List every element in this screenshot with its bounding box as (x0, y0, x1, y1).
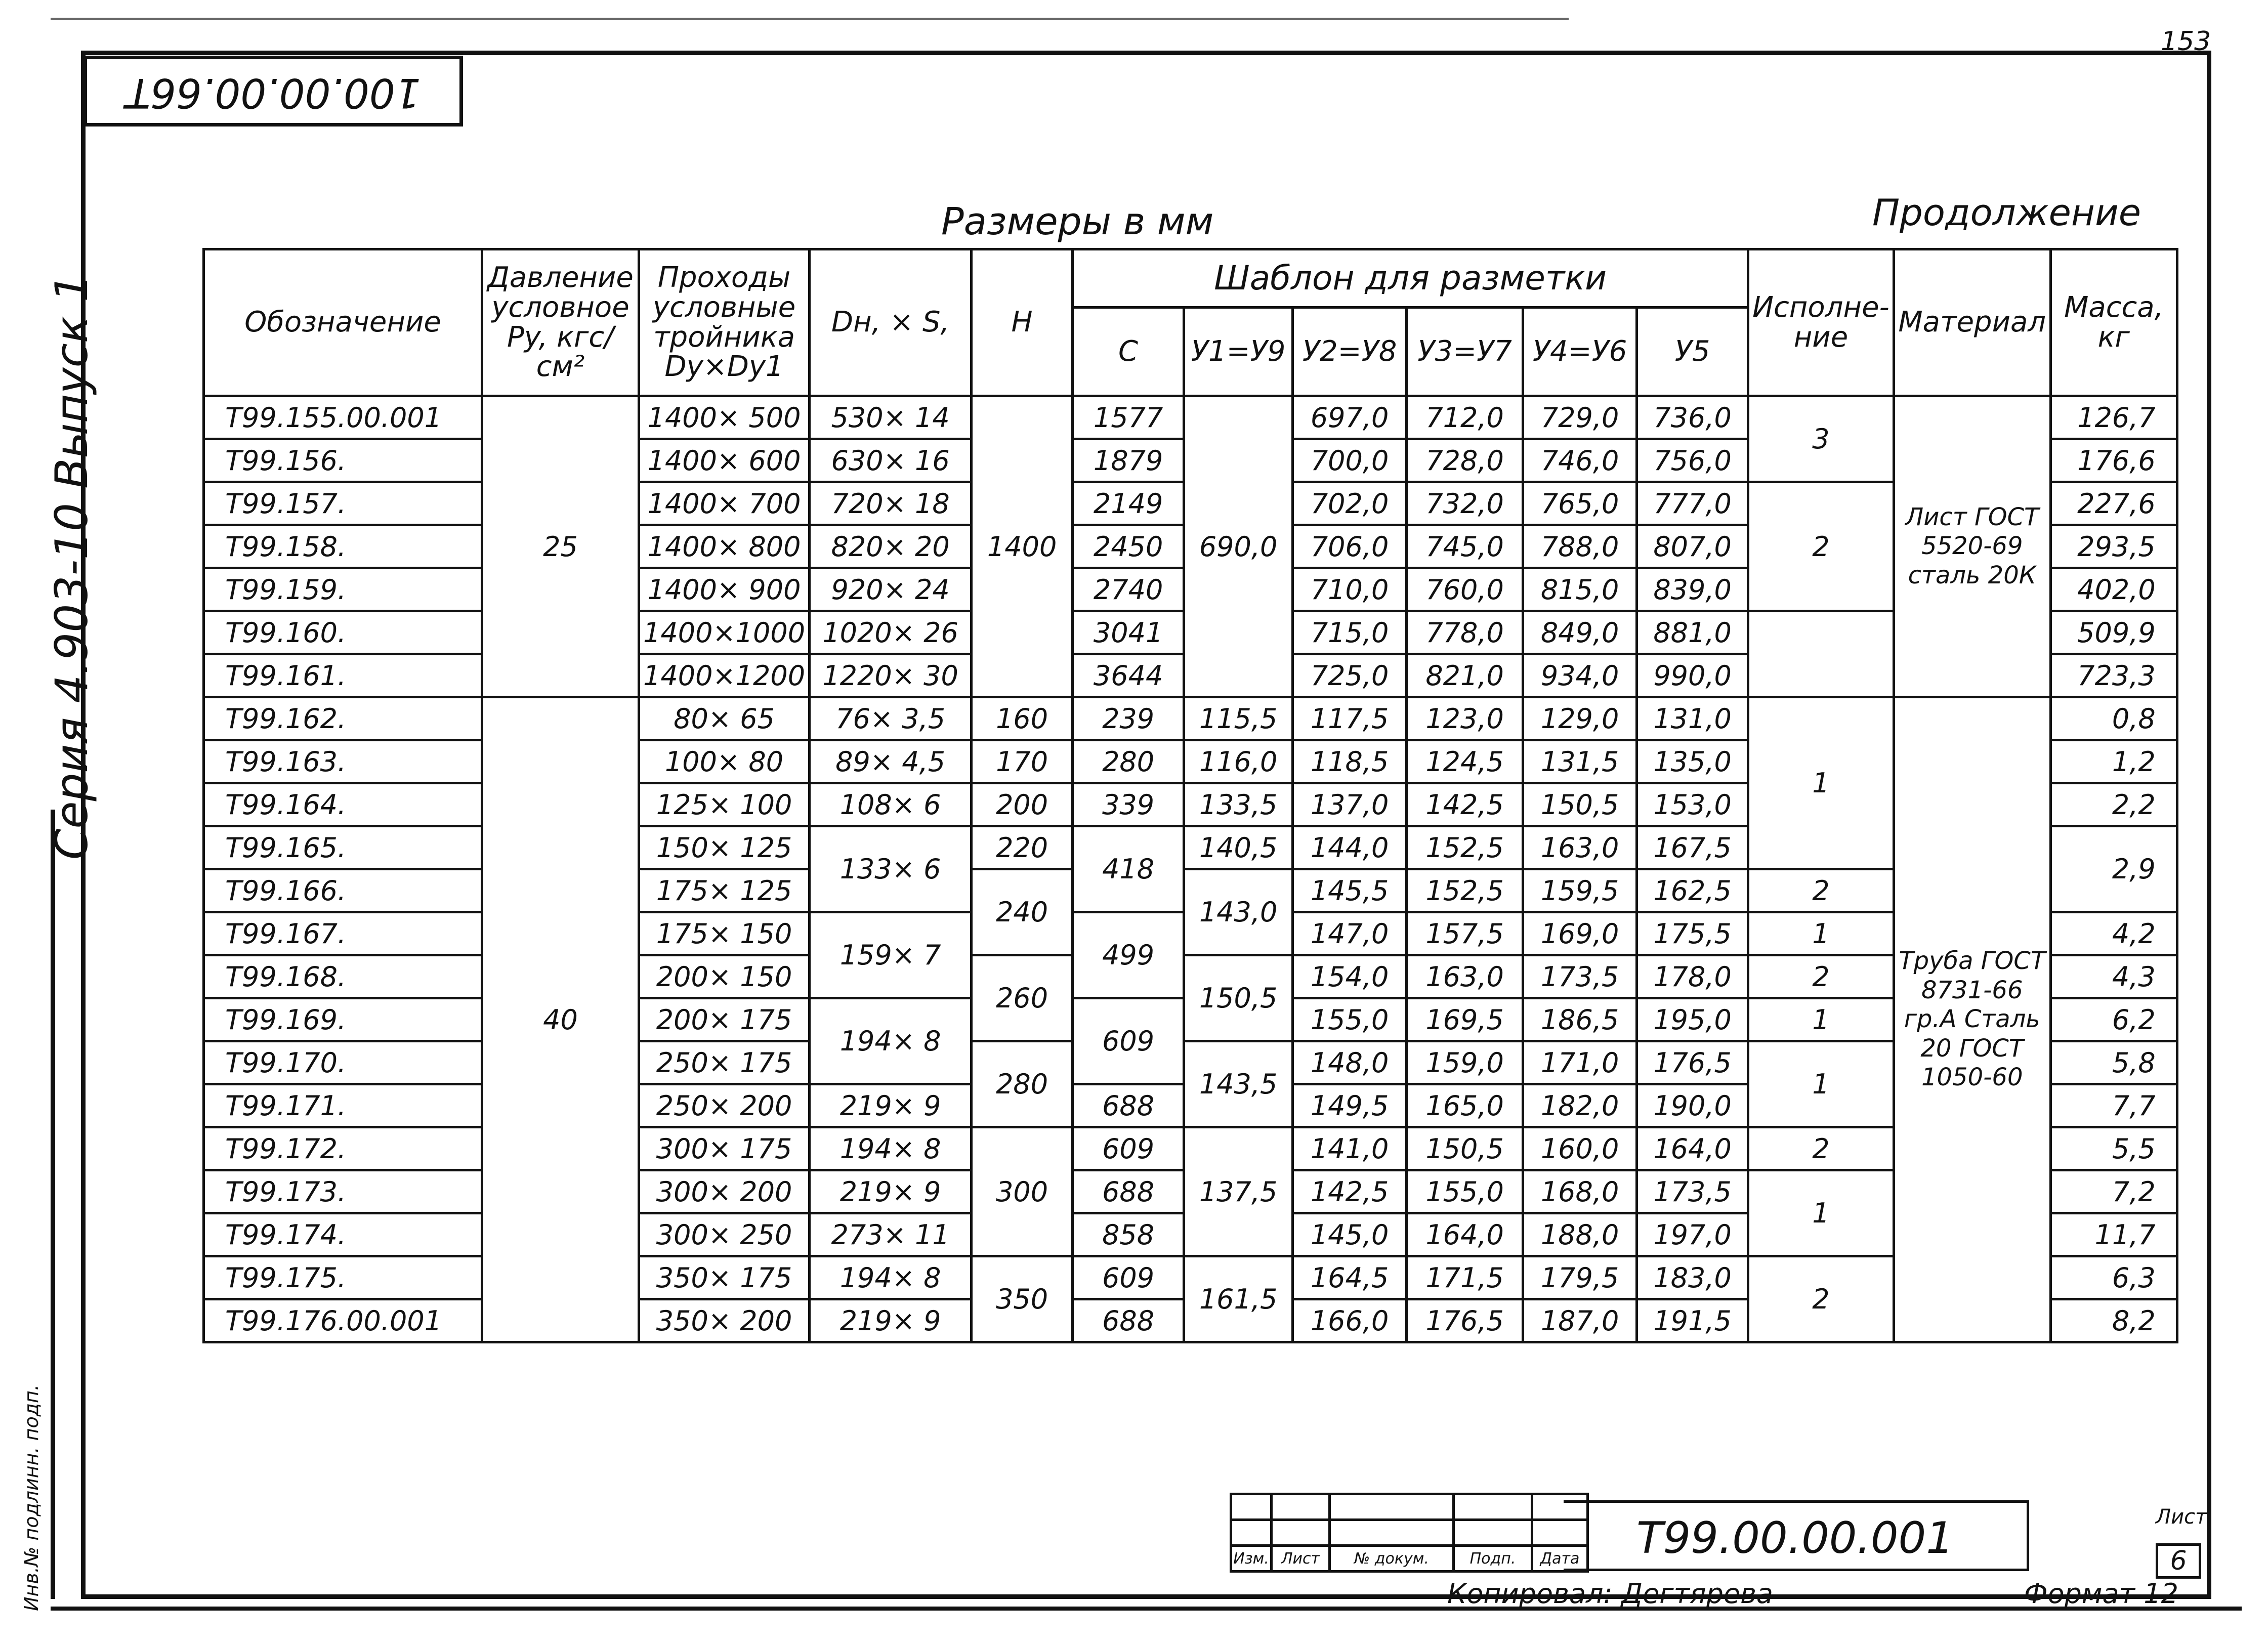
mass-cell: 6,2 (2050, 998, 2177, 1041)
dn-s-cell: 219× 9 (810, 1299, 972, 1342)
y2-cell: 149,5 (1293, 1084, 1407, 1127)
dn-s-cell: 76× 3,5 (810, 697, 972, 740)
dn-s-cell: 219× 9 (810, 1170, 972, 1213)
c-cell: 418 (1073, 826, 1184, 912)
passage-cell: 175× 150 (639, 912, 810, 955)
passage-cell: 300× 175 (639, 1127, 810, 1170)
specification-table (202, 248, 2178, 1343)
passage-cell: 1400× 600 (639, 439, 810, 482)
y2-cell: 148,0 (1293, 1041, 1407, 1084)
y1-cell: 150,5 (1184, 955, 1293, 1041)
h-cell: 160 (972, 697, 1073, 740)
execution-cell: 2 (1748, 482, 1894, 611)
stamp-code: 100.00.00.66T (125, 69, 421, 116)
header-designation: Обозначение (204, 249, 482, 396)
header-y2-y8: У2=У8 (1293, 308, 1407, 396)
y1-cell: 115,5 (1184, 697, 1293, 740)
y3-cell: 159,0 (1407, 1041, 1523, 1084)
y2-cell: 702,0 (1293, 482, 1407, 525)
y4-cell: 131,5 (1523, 740, 1637, 783)
pressure-cell: 40 (482, 697, 639, 1342)
designation-cell: Т99.175. (204, 1256, 482, 1299)
y4-cell: 163,0 (1523, 826, 1637, 869)
designation-cell: Т99.155.00.001 (204, 396, 482, 439)
dn-s-cell: 920× 24 (810, 568, 972, 611)
designation-cell: Т99.160. (204, 611, 482, 654)
dn-s-cell: 108× 6 (810, 783, 972, 826)
y5-cell: 178,0 (1637, 955, 1748, 998)
mass-cell: 509,9 (2050, 611, 2177, 654)
header-c: C (1073, 308, 1184, 396)
mass-cell: 1,2 (2050, 740, 2177, 783)
mass-cell: 0,8 (2050, 697, 2177, 740)
header-passages: Проходы условные тройника Dy×Dy1 (639, 249, 810, 396)
execution-cell: 2 (1748, 869, 1894, 912)
y3-cell: 821,0 (1407, 654, 1523, 697)
c-cell: 499 (1073, 912, 1184, 998)
passage-cell: 250× 200 (639, 1084, 810, 1127)
designation-cell: Т99.171. (204, 1084, 482, 1127)
designation-cell: Т99.174. (204, 1213, 482, 1256)
passage-cell: 125× 100 (639, 783, 810, 826)
dn-s-cell: 1220× 30 (810, 654, 972, 697)
y4-cell: 173,5 (1523, 955, 1637, 998)
y4-cell: 186,5 (1523, 998, 1637, 1041)
c-cell: 609 (1073, 1127, 1184, 1170)
designation-cell: Т99.163. (204, 740, 482, 783)
y5-cell: 153,0 (1637, 783, 1748, 826)
header-y4-y6: У4=У6 (1523, 308, 1637, 396)
execution-cell: 3 (1748, 396, 1894, 482)
sheet-number: 6 (2156, 1543, 2201, 1579)
y1-cell: 133,5 (1184, 783, 1293, 826)
y5-cell: 183,0 (1637, 1256, 1748, 1299)
c-cell: 2450 (1073, 525, 1184, 568)
passage-cell: 1400× 700 (639, 482, 810, 525)
passage-cell: 80× 65 (639, 697, 810, 740)
passage-cell: 1400× 900 (639, 568, 810, 611)
y4-cell: 168,0 (1523, 1170, 1637, 1213)
execution-cell: 1 (1748, 912, 1894, 955)
dn-s-cell: 720× 18 (810, 482, 972, 525)
y3-cell: 712,0 (1407, 396, 1523, 439)
continuation-label: Продолжение (1872, 191, 2141, 234)
y4-cell: 815,0 (1523, 568, 1637, 611)
y3-cell: 150,5 (1407, 1127, 1523, 1170)
passage-cell: 250× 175 (639, 1041, 810, 1084)
passage-cell: 175× 125 (639, 869, 810, 912)
y2-cell: 725,0 (1293, 654, 1407, 697)
c-cell: 609 (1073, 1256, 1184, 1299)
designation-cell: Т99.158. (204, 525, 482, 568)
designation-cell: Т99.162. (204, 697, 482, 740)
designation-cell: Т99.157. (204, 482, 482, 525)
y2-cell: 154,0 (1293, 955, 1407, 998)
passage-cell: 200× 150 (639, 955, 810, 998)
y1-cell: 140,5 (1184, 826, 1293, 869)
pressure-cell: 25 (482, 396, 639, 697)
y4-cell: 171,0 (1523, 1041, 1637, 1084)
y4-cell: 188,0 (1523, 1213, 1637, 1256)
revision-col-label: Лист (1272, 1546, 1330, 1572)
y3-cell: 123,0 (1407, 697, 1523, 740)
y3-cell: 152,5 (1407, 869, 1523, 912)
mass-cell: 2,2 (2050, 783, 2177, 826)
y2-cell: 164,5 (1293, 1256, 1407, 1299)
passage-cell: 200× 175 (639, 998, 810, 1041)
dn-s-cell: 159× 7 (810, 912, 972, 998)
material-cell: Труба ГОСТ 8731-66 гр.А Сталь 20 ГОСТ 1050-60 (1894, 697, 2050, 1342)
c-cell: 339 (1073, 783, 1184, 826)
y3-cell: 760,0 (1407, 568, 1523, 611)
y3-cell: 778,0 (1407, 611, 1523, 654)
mass-cell: 176,6 (2050, 439, 2177, 482)
y2-cell: 144,0 (1293, 826, 1407, 869)
y4-cell: 849,0 (1523, 611, 1637, 654)
execution-cell: 1 (1748, 998, 1894, 1041)
y3-cell: 164,0 (1407, 1213, 1523, 1256)
designation-cell: Т99.156. (204, 439, 482, 482)
designation-cell: Т99.166. (204, 869, 482, 912)
sizes-title: Размеры в мм (941, 200, 1214, 243)
y3-cell: 165,0 (1407, 1084, 1523, 1127)
header-h: H (972, 249, 1073, 396)
designation-cell: Т99.165. (204, 826, 482, 869)
execution-cell: 2 (1748, 1127, 1894, 1170)
passage-cell: 1400× 500 (639, 396, 810, 439)
dn-s-cell: 194× 8 (810, 1256, 972, 1299)
y3-cell: 169,5 (1407, 998, 1523, 1041)
execution-cell (1748, 611, 1894, 697)
mass-cell: 8,2 (2050, 1299, 2177, 1342)
y3-cell: 163,0 (1407, 955, 1523, 998)
execution-cell: 2 (1748, 1256, 1894, 1342)
y2-cell: 141,0 (1293, 1127, 1407, 1170)
h-cell: 350 (972, 1256, 1073, 1342)
y1-cell: 690,0 (1184, 396, 1293, 697)
c-cell: 688 (1073, 1170, 1184, 1213)
h-cell: 200 (972, 783, 1073, 826)
mass-cell: 6,3 (2050, 1256, 2177, 1299)
y5-cell: 197,0 (1637, 1213, 1748, 1256)
dn-s-cell: 89× 4,5 (810, 740, 972, 783)
y5-cell: 167,5 (1637, 826, 1748, 869)
dn-s-cell: 219× 9 (810, 1084, 972, 1127)
stamp-box (83, 56, 463, 126)
y2-cell: 145,5 (1293, 869, 1407, 912)
y2-cell: 117,5 (1293, 697, 1407, 740)
dn-s-cell: 194× 8 (810, 1127, 972, 1170)
header-y1-y9: У1=У9 (1184, 308, 1293, 396)
mass-cell: 227,6 (2050, 482, 2177, 525)
dn-s-cell: 630× 16 (810, 439, 972, 482)
y2-cell: 147,0 (1293, 912, 1407, 955)
y5-cell: 164,0 (1637, 1127, 1748, 1170)
designation-cell: Т99.161. (204, 654, 482, 697)
header-execution: Исполне-ние (1748, 249, 1894, 396)
table-row (204, 697, 2177, 740)
mass-cell: 7,7 (2050, 1084, 2177, 1127)
c-cell: 688 (1073, 1299, 1184, 1342)
document-code: Т99.00.00.001 (1564, 1500, 2029, 1571)
y3-cell: 152,5 (1407, 826, 1523, 869)
designation-cell: Т99.170. (204, 1041, 482, 1084)
y2-cell: 142,5 (1293, 1170, 1407, 1213)
revision-col-label: Изм. (1231, 1546, 1272, 1572)
passage-cell: 350× 175 (639, 1256, 810, 1299)
mass-cell: 7,2 (2050, 1170, 2177, 1213)
dn-s-cell: 530× 14 (810, 396, 972, 439)
table-row (204, 396, 2177, 439)
h-cell: 260 (972, 955, 1073, 1041)
y4-cell: 129,0 (1523, 697, 1637, 740)
y3-cell: 176,5 (1407, 1299, 1523, 1342)
y5-cell: 881,0 (1637, 611, 1748, 654)
header-dn-s: Dн, × S, (810, 249, 972, 396)
c-cell: 3644 (1073, 654, 1184, 697)
header-material: Материал (1894, 249, 2050, 396)
y5-cell: 176,5 (1637, 1041, 1748, 1084)
y2-cell: 697,0 (1293, 396, 1407, 439)
mass-cell: 11,7 (2050, 1213, 2177, 1256)
passage-cell: 350× 200 (639, 1299, 810, 1342)
execution-cell: 1 (1748, 1170, 1894, 1256)
h-cell: 300 (972, 1127, 1073, 1256)
y5-cell: 162,5 (1637, 869, 1748, 912)
h-cell: 220 (972, 826, 1073, 869)
inventory-label: Инв.№ подлинн. подп. (20, 1384, 43, 1611)
y4-cell: 187,0 (1523, 1299, 1637, 1342)
format-label: Формат 12 (2024, 1578, 2178, 1610)
revision-col-label: Дата (1532, 1546, 1588, 1572)
c-cell: 2740 (1073, 568, 1184, 611)
page-number: 153 (2161, 26, 2211, 57)
y4-cell: 765,0 (1523, 482, 1637, 525)
y5-cell: 807,0 (1637, 525, 1748, 568)
execution-cell: 2 (1748, 955, 1894, 998)
mass-cell: 126,7 (2050, 396, 2177, 439)
designation-cell: Т99.164. (204, 783, 482, 826)
y4-cell: 159,5 (1523, 869, 1637, 912)
y2-cell: 137,0 (1293, 783, 1407, 826)
y5-cell: 990,0 (1637, 654, 1748, 697)
y3-cell: 171,5 (1407, 1256, 1523, 1299)
h-cell: 1400 (972, 396, 1073, 697)
passage-cell: 1400×1000 (639, 611, 810, 654)
c-cell: 239 (1073, 697, 1184, 740)
dn-s-cell: 194× 8 (810, 998, 972, 1084)
mass-cell: 4,3 (2050, 955, 2177, 998)
header-mass: Масса, кг (2050, 249, 2177, 396)
h-cell: 280 (972, 1041, 1073, 1127)
y3-cell: 142,5 (1407, 783, 1523, 826)
mass-cell: 4,2 (2050, 912, 2177, 955)
y1-cell: 143,5 (1184, 1041, 1293, 1127)
revision-col-label: Подп. (1454, 1546, 1532, 1572)
designation-cell: Т99.168. (204, 955, 482, 998)
copied-by: Копировал: Дегтярева (1447, 1578, 1774, 1610)
y4-cell: 788,0 (1523, 525, 1637, 568)
header-y5: У5 (1637, 308, 1748, 396)
mass-cell: 293,5 (2050, 525, 2177, 568)
y5-cell: 777,0 (1637, 482, 1748, 525)
y2-cell: 118,5 (1293, 740, 1407, 783)
material-cell: Лист ГОСТ 5520-69 сталь 20К (1894, 396, 2050, 697)
y1-cell: 116,0 (1184, 740, 1293, 783)
execution-cell: 1 (1748, 697, 1894, 869)
y4-cell: 182,0 (1523, 1084, 1637, 1127)
execution-cell: 1 (1748, 1041, 1894, 1127)
designation-cell: Т99.176.00.001 (204, 1299, 482, 1342)
c-cell: 280 (1073, 740, 1184, 783)
y5-cell: 131,0 (1637, 697, 1748, 740)
c-cell: 1577 (1073, 396, 1184, 439)
y1-cell: 137,5 (1184, 1127, 1293, 1256)
passage-cell: 300× 250 (639, 1213, 810, 1256)
designation-cell: Т99.173. (204, 1170, 482, 1213)
passage-cell: 1400×1200 (639, 654, 810, 697)
y4-cell: 729,0 (1523, 396, 1637, 439)
y5-cell: 173,5 (1637, 1170, 1748, 1213)
revision-grid (1230, 1493, 1589, 1573)
mass-cell: 402,0 (2050, 568, 2177, 611)
y4-cell: 746,0 (1523, 439, 1637, 482)
y5-cell: 756,0 (1637, 439, 1748, 482)
y5-cell: 175,5 (1637, 912, 1748, 955)
passage-cell: 300× 200 (639, 1170, 810, 1213)
c-cell: 1879 (1073, 439, 1184, 482)
y3-cell: 745,0 (1407, 525, 1523, 568)
c-cell: 3041 (1073, 611, 1184, 654)
dn-s-cell: 273× 11 (810, 1213, 972, 1256)
dn-s-cell: 820× 20 (810, 525, 972, 568)
designation-cell: Т99.159. (204, 568, 482, 611)
dn-s-cell: 133× 6 (810, 826, 972, 912)
header-y3-y7: У3=У7 (1407, 308, 1523, 396)
passage-cell: 150× 125 (639, 826, 810, 869)
y1-cell: 161,5 (1184, 1256, 1293, 1342)
y2-cell: 166,0 (1293, 1299, 1407, 1342)
y4-cell: 934,0 (1523, 654, 1637, 697)
y3-cell: 728,0 (1407, 439, 1523, 482)
y2-cell: 706,0 (1293, 525, 1407, 568)
y4-cell: 160,0 (1523, 1127, 1637, 1170)
y3-cell: 732,0 (1407, 482, 1523, 525)
bottom-rule (51, 1607, 2242, 1611)
y5-cell: 195,0 (1637, 998, 1748, 1041)
mass-cell: 5,8 (2050, 1041, 2177, 1084)
y1-cell: 143,0 (1184, 869, 1293, 955)
y2-cell: 145,0 (1293, 1213, 1407, 1256)
y3-cell: 124,5 (1407, 740, 1523, 783)
y2-cell: 715,0 (1293, 611, 1407, 654)
top-rule (51, 18, 1569, 20)
c-cell: 609 (1073, 998, 1184, 1084)
mass-cell: 2,9 (2050, 826, 2177, 912)
y3-cell: 155,0 (1407, 1170, 1523, 1213)
mass-cell: 5,5 (2050, 1127, 2177, 1170)
y4-cell: 179,5 (1523, 1256, 1637, 1299)
y4-cell: 150,5 (1523, 783, 1637, 826)
y2-cell: 710,0 (1293, 568, 1407, 611)
y5-cell: 191,5 (1637, 1299, 1748, 1342)
c-cell: 858 (1073, 1213, 1184, 1256)
y5-cell: 135,0 (1637, 740, 1748, 783)
left-margin-line (51, 810, 55, 1599)
header-pressure: Давление условное Py, кгс/см² (482, 249, 639, 396)
passage-cell: 1400× 800 (639, 525, 810, 568)
designation-cell: Т99.167. (204, 912, 482, 955)
y4-cell: 169,0 (1523, 912, 1637, 955)
y5-cell: 839,0 (1637, 568, 1748, 611)
designation-cell: Т99.169. (204, 998, 482, 1041)
passage-cell: 100× 80 (639, 740, 810, 783)
c-cell: 688 (1073, 1084, 1184, 1127)
mass-cell: 723,3 (2050, 654, 2177, 697)
y5-cell: 736,0 (1637, 396, 1748, 439)
sheet-label: Лист (2156, 1505, 2207, 1529)
designation-cell: Т99.172. (204, 1127, 482, 1170)
c-cell: 2149 (1073, 482, 1184, 525)
h-cell: 240 (972, 869, 1073, 955)
y5-cell: 190,0 (1637, 1084, 1748, 1127)
y2-cell: 700,0 (1293, 439, 1407, 482)
header-template-group: Шаблон для разметки (1073, 249, 1748, 308)
series-label: Серия 4.903-10 Выпуск 1 (46, 273, 98, 860)
revision-col-label: № докум. (1330, 1546, 1454, 1572)
dn-s-cell: 1020× 26 (810, 611, 972, 654)
y3-cell: 157,5 (1407, 912, 1523, 955)
y2-cell: 155,0 (1293, 998, 1407, 1041)
h-cell: 170 (972, 740, 1073, 783)
